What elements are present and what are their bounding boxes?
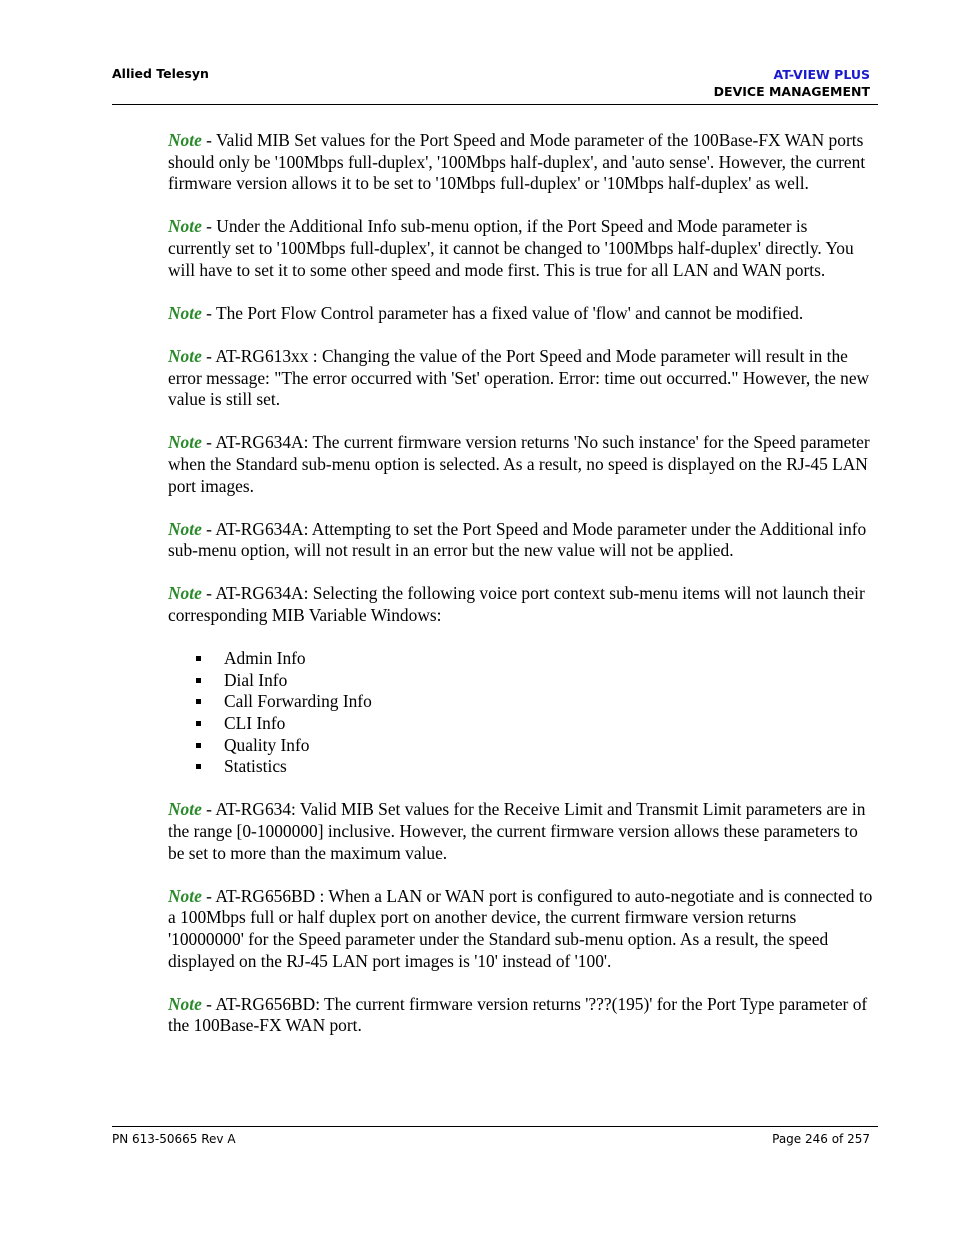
list-item (196, 691, 873, 713)
note-paragraph (168, 303, 873, 325)
footer-rule (112, 1126, 878, 1127)
note-paragraph (168, 583, 873, 626)
note-label: Note (168, 518, 202, 539)
footer-page-number: Page 246 of 257 (772, 1132, 870, 1146)
note-label: Note (168, 302, 202, 323)
note-text: - The Port Flow Control parameter has a fixed value of 'flow' and cannot be modified. (201, 302, 804, 323)
note-text: - AT-RG634: Valid MIB Set values for the Receive Limit and Transmit Limit parameters are in the range [0-1000000] inclusive. However, the current firmware version allows these parameters to be set to more than the maximum value. (168, 799, 866, 863)
page-body (168, 130, 873, 1059)
list-item-label: Quality Info (224, 734, 310, 755)
note-paragraph (168, 216, 873, 281)
note-label: Note (168, 216, 202, 237)
note-paragraph (168, 432, 873, 497)
list-item (196, 670, 873, 692)
list-item-label: Statistics (224, 756, 287, 777)
list-item (196, 735, 873, 757)
note-text: - AT-RG656BD: The current firmware version returns '???(195)' for the Port Type parameter of the 100Base-FX WAN port. (168, 993, 868, 1036)
list-item-label: Admin Info (224, 648, 306, 669)
note-text: - AT-RG634A: The current firmware version returns 'No such instance' for the Speed parameter when the Standard sub-menu option is selected. As a result, no speed is displayed on the RJ-45 LAN port images. (168, 432, 870, 496)
note-text: - AT-RG634A: Selecting the following voice port context sub-menu items will not launch their corresponding MIB Variable Windows: (168, 583, 865, 626)
list-item (196, 648, 873, 670)
footer-part-number: PN 613-50665 Rev A (112, 1132, 236, 1146)
note-label: Note (168, 885, 202, 906)
bullet-square-icon (196, 743, 201, 748)
note-paragraph (168, 346, 873, 411)
note-label: Note (168, 432, 202, 453)
bullet-square-icon (196, 656, 201, 661)
header-rule (112, 104, 878, 105)
list-item-label: CLI Info (224, 713, 286, 734)
note-text: - AT-RG656BD : When a LAN or WAN port is configured to auto-negotiate and is connected to a 100Mbps full or half duplex port on another device, the current firmware version returns '10000000' for the Speed parameter under the Standard sub-menu option. As a result, the speed displayed on the RJ-45 LAN port images is '10' instead of '100'. (168, 885, 873, 971)
list-item-label: Dial Info (224, 669, 288, 690)
bullet-square-icon (196, 721, 201, 726)
note-paragraph (168, 519, 873, 562)
bullet-square-icon (196, 764, 201, 769)
list-item (196, 756, 873, 778)
note-paragraph (168, 886, 873, 972)
bullet-square-icon (196, 678, 201, 683)
note-text: - Valid MIB Set values for the Port Speed and Mode parameter of the 100Base-FX WAN ports should only be '100Mbps full-duplex', '100Mbps half-duplex', and 'auto sense'. However, the current firmware version allows it to be set to '10Mbps full-duplex' or '10Mbps half-duplex' as well. (168, 130, 866, 194)
note-paragraph (168, 130, 873, 195)
note-text: - AT-RG634A: Attempting to set the Port Speed and Mode parameter under the Additional info sub-menu option, will not result in an error but the new value will not be applied. (168, 518, 867, 561)
note-label: Note (168, 130, 202, 150)
note-paragraph (168, 994, 873, 1037)
note-text: - AT-RG613xx : Changing the value of the Port Speed and Mode parameter will result in the error message: "The error occurred with 'Set' operation. Error: time out occurred." However, the new value is still set. (168, 345, 870, 410)
list-item-label: Call Forwarding Info (224, 691, 372, 712)
header-right (714, 66, 870, 100)
note-paragraph (168, 799, 873, 864)
note-label: Note (168, 345, 202, 366)
note-text: - Under the Additional Info sub-menu option, if the Port Speed and Mode parameter is currently set to '100Mbps full-duplex', it cannot be changed to '100Mbps half-duplex' directly. You will have to set it to some other speed and mode first. This is true for all LAN and WAN ports. (168, 216, 854, 280)
header-product: AT-VIEW PLUS (773, 67, 870, 82)
note-label: Note (168, 799, 202, 820)
bullet-square-icon (196, 699, 201, 704)
note-label: Note (168, 583, 202, 604)
submenu-list (168, 648, 873, 778)
header-company: Allied Telesyn (112, 66, 209, 81)
list-item (196, 713, 873, 735)
header-section: DEVICE MANAGEMENT (713, 84, 870, 99)
note-label: Note (168, 993, 202, 1014)
